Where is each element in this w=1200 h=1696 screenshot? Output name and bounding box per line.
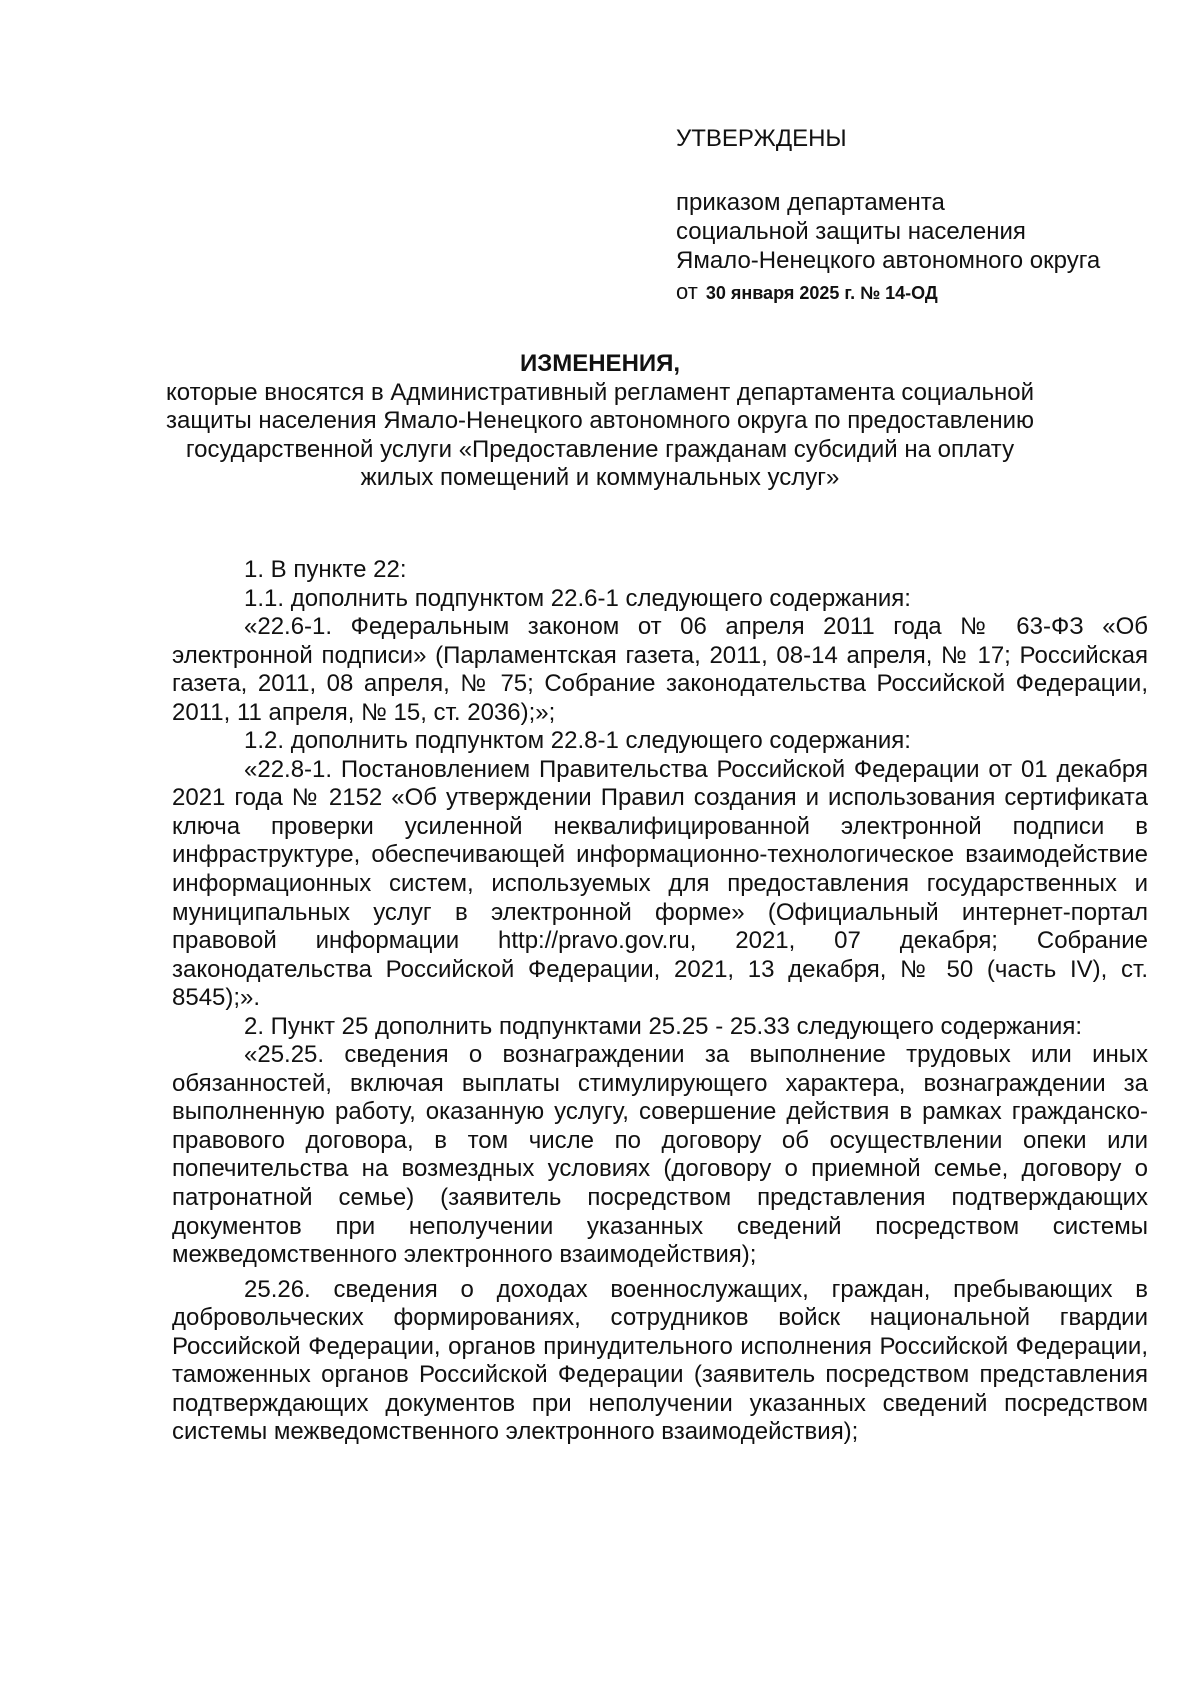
approval-block bbox=[676, 124, 1176, 308]
approval-order-line: приказом департамента bbox=[676, 189, 945, 216]
body-paragraph: 25.26. сведения о доходах военнослужащих, граждан, пребывающих в добровольческих формированиях, сотрудников войск национальной гвардии Российской Федерации, органов принудительного исполнения Российской Федерации, таможенных органов Российской Федерации (заявитель посредством представления подтверждающих документов при неполучении указанных сведений посредством системы межведомственного электронного взаимодействия); bbox=[172, 1275, 1148, 1446]
body-paragraph: 1.2. дополнить подпунктом 22.8-1 следующего содержания: bbox=[244, 727, 911, 755]
approval-date-prefix: от bbox=[676, 279, 698, 304]
approval-order-line: Ямало-Ненецкого автономного округа bbox=[676, 247, 1101, 274]
document-body bbox=[172, 556, 1148, 1447]
body-paragraph: 1.1. дополнить подпунктом 22.6-1 следующего содержания: bbox=[244, 584, 911, 612]
document-title: ИЗМЕНЕНИЯ, bbox=[519, 350, 681, 377]
body-paragraph: «22.6-1. Федеральным законом от 06 апреля 2011 года № 63-ФЗ «Об электронной подписи» (Парламентская газета, 2011, 08-14 апреля, № 17; Российская газета, 2011, 08 апреля, № 75; Собрание законодательства Российской Федерации, 2011, 11 апреля, № 15, ст. 2036);»; bbox=[172, 613, 1148, 726]
body-paragraph: 1. В пункте 22: bbox=[244, 556, 407, 583]
document-subtitle-line: жилых помещений и коммунальных услуг» bbox=[360, 464, 840, 491]
approval-date-line bbox=[676, 277, 1176, 308]
approved-heading: УТВЕРЖДЕНЫ bbox=[676, 125, 847, 152]
document-subtitle-line: которые вносятся в Административный регламент департамента социальной bbox=[166, 378, 1034, 406]
document-subtitle-line: защиты населения Ямало-Ненецкого автономного округа по предоставлению bbox=[166, 407, 1034, 434]
title-block bbox=[150, 350, 1050, 493]
body-paragraph: 2. Пункт 25 дополнить подпунктами 25.25 - 25.33 следующего содержания: bbox=[244, 1012, 1082, 1040]
approval-date-value: 30 января 2025 г. № 14-ОД bbox=[705, 283, 938, 303]
body-paragraph: «25.25. сведения о вознаграждении за выполнение трудовых или иных обязанностей, включая выплаты стимулирующего характера, вознаграждении за выполненную работу, оказанную услугу, совершение действия в рамках гражданско-правового договора, в том числе по договору об осуществлении опеки или попечительства на возмездных условиях (договору о приемной семье, договору о патронатной семье) (заявитель посредством представления подтверждающих документов при неполучении указанных сведений посредством системы межведомственного электронного взаимодействия); bbox=[172, 1041, 1148, 1269]
body-paragraph: «22.8-1. Постановлением Правительства Российской Федерации от 01 декабря 2021 года № 2152 «Об утверждении Правил создания и использования сертификата ключа проверки усиленной неквалифицированной электронной подписи в инфраструктуре, обеспечивающей информационно-технологическое взаимодействие информационных систем, используемых для предоставления государственных и муниципальных услуг в электронной форме» (Официальный интернет-портал правовой информации http://pravo.gov.ru, 2021, 07 декабря; Собрание законодательства Российской Федерации, 2021, 13 декабря, № 50 (часть IV), ст. 8545);». bbox=[172, 755, 1148, 1012]
document-subtitle-line: государственной услуги «Предоставление гражданам субсидий на оплату bbox=[185, 435, 1015, 463]
approval-order-line: социальной защиты населения bbox=[676, 218, 1026, 245]
